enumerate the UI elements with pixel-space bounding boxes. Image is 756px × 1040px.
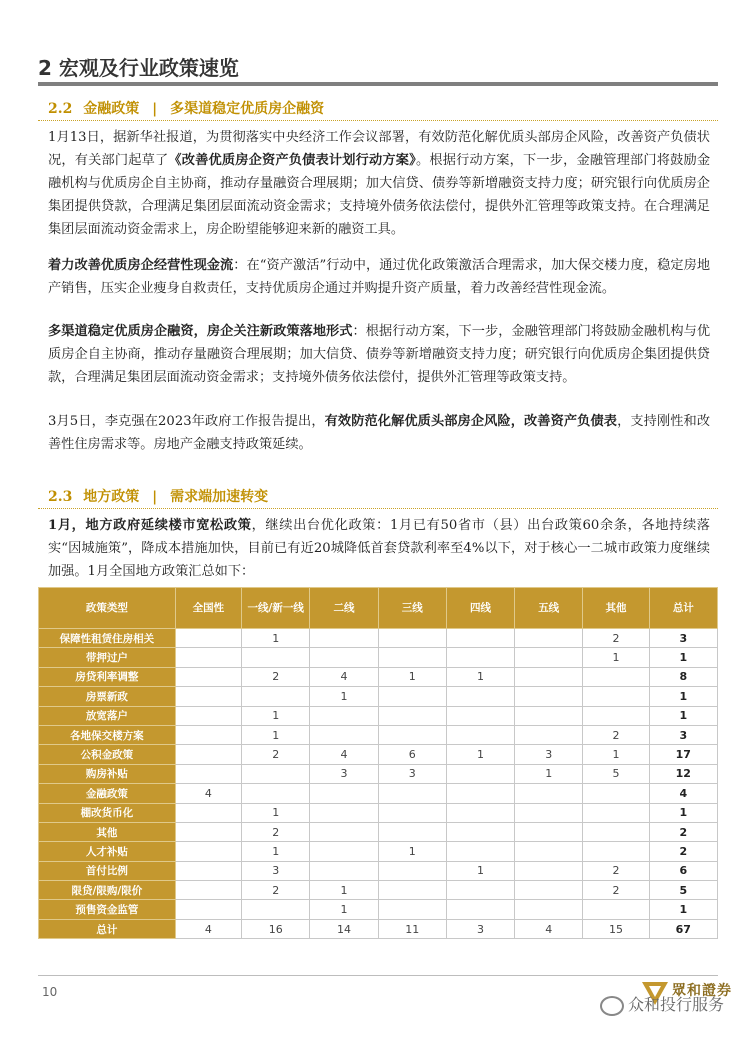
table-cell <box>378 822 446 841</box>
table-cell <box>378 803 446 822</box>
table-header-cell: 总计 <box>649 588 717 629</box>
table-cell <box>175 725 241 744</box>
table-row <box>39 667 718 686</box>
table-cell <box>515 667 583 686</box>
table-cell <box>515 842 583 861</box>
wechat-watermark <box>600 992 724 1016</box>
row-label: 各地保交楼方案 <box>39 725 176 744</box>
total-row-label: 总计 <box>39 919 176 938</box>
row-total-cell: 5 <box>649 881 717 900</box>
table-cell <box>242 764 310 783</box>
table-cell <box>175 648 241 667</box>
table-cell <box>583 803 649 822</box>
subsection-title: 需求端加速转变 <box>170 489 269 505</box>
table-cell: 1 <box>583 648 649 667</box>
table-cell: 4 <box>310 667 378 686</box>
paragraph-text: 1月13日，据新华社报道，为贯彻落实中央经济工作会议部署，有效防范化解优质头部房企风险，改善资产负债状况，有关部门起草了 <box>48 130 710 168</box>
paragraph-1 <box>48 126 710 241</box>
table-cell <box>310 706 378 725</box>
table-cell <box>446 822 514 841</box>
table-cell: 1 <box>242 842 310 861</box>
table-cell: 1 <box>242 725 310 744</box>
policy-summary-table <box>38 587 718 939</box>
table-header-cell: 四线 <box>446 588 514 629</box>
paragraph-bold: 有效防范化解优质头部房企风险，改善资产负债表 <box>324 414 618 429</box>
row-label: 带押过户 <box>39 648 176 667</box>
table-cell: 1 <box>242 629 310 648</box>
row-label: 放宽落户 <box>39 706 176 725</box>
title-rule <box>38 82 718 86</box>
table-cell <box>175 842 241 861</box>
table-cell: 2 <box>242 745 310 764</box>
table-cell <box>515 881 583 900</box>
table-cell: 1 <box>310 881 378 900</box>
table-cell <box>583 784 649 803</box>
table-cell <box>378 784 446 803</box>
subsection-label: 地方政策 <box>83 489 140 505</box>
table-cell: 1 <box>446 861 514 880</box>
wechat-icon <box>600 996 624 1016</box>
table-cell: 2 <box>242 881 310 900</box>
paragraph-bold: 多渠道稳定优质房企融资，房企关注新政策落地形式 <box>48 324 353 339</box>
table-cell <box>583 667 649 686</box>
paragraph-2 <box>48 254 710 300</box>
table-header-cell: 二线 <box>310 588 378 629</box>
row-total-cell: 2 <box>649 822 717 841</box>
subsection-number: 2.2 <box>48 101 73 117</box>
table-cell <box>446 842 514 861</box>
table-row <box>39 842 718 861</box>
table-cell <box>515 648 583 667</box>
table-cell <box>175 861 241 880</box>
paragraph-5 <box>48 514 710 583</box>
table-row <box>39 629 718 648</box>
watermark-text: 众和投行服务 <box>628 995 725 1014</box>
table-cell: 3 <box>515 745 583 764</box>
table-row <box>39 803 718 822</box>
subsection-separator: | <box>152 489 158 505</box>
table-cell: 1 <box>310 687 378 706</box>
row-total-cell: 1 <box>649 706 717 725</box>
section-title: 2 宏观及行业政策速览 <box>38 56 239 80</box>
table-cell <box>446 725 514 744</box>
table-cell: 1 <box>242 706 310 725</box>
table-row <box>39 648 718 667</box>
table-cell <box>515 706 583 725</box>
table-cell <box>446 784 514 803</box>
column-total-cell: 11 <box>378 919 446 938</box>
table-row <box>39 706 718 725</box>
table-cell <box>515 861 583 880</box>
table-cell <box>583 900 649 919</box>
column-total-cell: 16 <box>242 919 310 938</box>
row-label: 金融政策 <box>39 784 176 803</box>
table-cell <box>378 648 446 667</box>
table-cell <box>515 803 583 822</box>
table-cell: 2 <box>583 725 649 744</box>
table-cell: 5 <box>583 764 649 783</box>
row-total-cell: 2 <box>649 842 717 861</box>
column-total-cell: 4 <box>175 919 241 938</box>
row-label: 购房补贴 <box>39 764 176 783</box>
table-row <box>39 725 718 744</box>
table-cell: 2 <box>242 667 310 686</box>
table-cell <box>175 900 241 919</box>
row-total-cell: 1 <box>649 900 717 919</box>
page-number: 10 <box>42 985 58 999</box>
table-cell <box>378 861 446 880</box>
table-cell: 2 <box>583 861 649 880</box>
table-header-cell: 其他 <box>583 588 649 629</box>
table-cell <box>446 803 514 822</box>
row-label: 预售资金监管 <box>39 900 176 919</box>
row-total-cell: 1 <box>649 648 717 667</box>
table-cell: 1 <box>583 745 649 764</box>
table-header-cell: 一线/新一线 <box>242 588 310 629</box>
table-cell <box>175 803 241 822</box>
table-cell: 1 <box>378 667 446 686</box>
table-header-cell: 全国性 <box>175 588 241 629</box>
table-row <box>39 784 718 803</box>
row-label: 房票新政 <box>39 687 176 706</box>
table-cell <box>446 706 514 725</box>
table-cell <box>310 784 378 803</box>
row-total-cell: 3 <box>649 629 717 648</box>
table-cell <box>515 900 583 919</box>
column-total-cell: 4 <box>515 919 583 938</box>
grand-total-cell: 67 <box>649 919 717 938</box>
subsection-number: 2.3 <box>48 489 73 505</box>
table-header-cell: 三线 <box>378 588 446 629</box>
table-cell: 2 <box>583 881 649 900</box>
table-cell: 1 <box>515 764 583 783</box>
table-cell: 3 <box>378 764 446 783</box>
table-cell <box>310 803 378 822</box>
footer-rule <box>38 975 718 976</box>
table-cell <box>378 629 446 648</box>
table-cell <box>515 687 583 706</box>
table-cell <box>446 764 514 783</box>
table-cell <box>175 764 241 783</box>
table-cell <box>175 822 241 841</box>
table-cell: 3 <box>242 861 310 880</box>
table-cell: 4 <box>175 784 241 803</box>
row-label: 保障性租赁住房相关 <box>39 629 176 648</box>
table-cell <box>175 629 241 648</box>
row-label: 公积金政策 <box>39 745 176 764</box>
table-cell: 4 <box>310 745 378 764</box>
table-header-row <box>39 588 718 629</box>
table-row <box>39 822 718 841</box>
table-cell <box>175 687 241 706</box>
row-total-cell: 1 <box>649 687 717 706</box>
table-cell: 1 <box>446 667 514 686</box>
row-total-cell: 3 <box>649 725 717 744</box>
company-logo-text: 眾和證券 <box>672 983 732 999</box>
table-cell <box>310 822 378 841</box>
table-row <box>39 861 718 880</box>
row-total-cell: 8 <box>649 667 717 686</box>
row-label: 其他 <box>39 822 176 841</box>
paragraph-4 <box>48 410 710 456</box>
table-header-cell: 政策类型 <box>39 588 176 629</box>
table-row <box>39 764 718 783</box>
table-row <box>39 745 718 764</box>
table-cell <box>515 725 583 744</box>
table-header-cell: 五线 <box>515 588 583 629</box>
subsection-heading-2-3 <box>48 486 268 506</box>
table-cell <box>310 648 378 667</box>
paragraph-text: ：在“资产激活”行动中，通过优化政策激活合理需求，加大保交楼力度，稳定房地产销售，压实企业瘦身自救责任，支持优质房企通过并购提升资产质量，着力改善经营性现金流。 <box>48 258 711 296</box>
paragraph-text: 3月5日，李克强在2023年政府工作报告提出， <box>48 414 325 429</box>
table-cell <box>310 861 378 880</box>
table-cell <box>583 822 649 841</box>
paragraph-text: 。根据行动方案，下一步，金融管理部门将鼓励金融机构与优质房企自主协商，推动存量融资合理展期；加大信贷、债券等新增融资支持力度；研究银行向优质房企集团提供贷款，合理满足集团层面流动资金需求；支持境外债务依法偿付，提供外汇管理等政策支持。在合理满足集团层面流动资金需求上，房企盼望能够迎来新的融资工具。 <box>48 153 711 237</box>
table-cell <box>310 629 378 648</box>
row-total-cell: 1 <box>649 803 717 822</box>
paragraph-text: ，继续出台优化政策：1月已有50省市（县）出台政策60余条，各地持续落实“因城施策”，降成本措施加快，目前已有近20城降低首套贷款利率至4%以下，对于核心一二城市政策力度继续加强。1月全国地方政策汇总如下： <box>48 518 710 579</box>
table-cell <box>446 629 514 648</box>
table-cell <box>378 900 446 919</box>
paragraph-bold: 《改善优质房企资产负债表计划行动方案》 <box>168 153 416 168</box>
row-total-cell: 4 <box>649 784 717 803</box>
row-total-cell: 12 <box>649 764 717 783</box>
table-cell <box>378 706 446 725</box>
table-cell: 1 <box>446 745 514 764</box>
row-total-cell: 17 <box>649 745 717 764</box>
table-cell <box>446 648 514 667</box>
table-cell <box>378 881 446 900</box>
table-cell <box>242 784 310 803</box>
table-cell <box>175 706 241 725</box>
column-total-cell: 15 <box>583 919 649 938</box>
row-label: 人才补贴 <box>39 842 176 861</box>
subsection-label: 金融政策 <box>83 101 140 117</box>
row-label: 首付比例 <box>39 861 176 880</box>
table-cell <box>515 822 583 841</box>
table-cell <box>378 687 446 706</box>
table-row <box>39 687 718 706</box>
table-cell <box>446 881 514 900</box>
table-cell <box>310 725 378 744</box>
table-cell: 1 <box>310 900 378 919</box>
paragraph-text: ，支持刚性和改善性住房需求等。房地产金融支持政策延续。 <box>48 414 711 452</box>
column-total-cell: 14 <box>310 919 378 938</box>
table-row <box>39 900 718 919</box>
row-label: 房贷利率调整 <box>39 667 176 686</box>
table-cell <box>310 842 378 861</box>
subsection-title: 多渠道稳定优质房企融资 <box>170 101 325 117</box>
row-label: 棚改货币化 <box>39 803 176 822</box>
table-row <box>39 881 718 900</box>
table-cell: 1 <box>378 842 446 861</box>
subsection-heading-2-2 <box>48 98 324 118</box>
table-total-row <box>39 919 718 938</box>
table-cell <box>242 648 310 667</box>
table-cell <box>446 900 514 919</box>
row-total-cell: 6 <box>649 861 717 880</box>
paragraph-bold: 着力改善优质房企经营性现金流 <box>48 258 234 273</box>
table-cell <box>242 687 310 706</box>
table-cell <box>175 745 241 764</box>
table-cell: 6 <box>378 745 446 764</box>
subsection-separator: | <box>152 101 158 117</box>
table-cell: 1 <box>242 803 310 822</box>
table-cell <box>515 629 583 648</box>
table-cell <box>175 667 241 686</box>
table-cell <box>515 784 583 803</box>
paragraph-text: ：根据行动方案，下一步，金融管理部门将鼓励金融机构与优质房企自主协商，推动存量融资合理展期；加大信贷、债券等新增融资支持力度；研究银行向优质房企集团提供贷款，合理满足集团层面流动资金需求；支持境外债务依法偿付，提供外汇管理等政策支持。 <box>48 324 711 385</box>
paragraph-bold: 1月，地方政府延续楼市宽松政策 <box>48 518 252 533</box>
table-cell <box>583 842 649 861</box>
table-cell <box>583 706 649 725</box>
table-cell: 2 <box>583 629 649 648</box>
subsection-rule <box>38 120 718 122</box>
table-cell: 3 <box>310 764 378 783</box>
table-cell <box>446 687 514 706</box>
table-cell <box>175 881 241 900</box>
subsection-rule <box>38 508 718 510</box>
table-cell <box>242 900 310 919</box>
table-cell <box>583 687 649 706</box>
table-cell <box>378 725 446 744</box>
column-total-cell: 3 <box>446 919 514 938</box>
row-label: 限贷/限购/限价 <box>39 881 176 900</box>
paragraph-3 <box>48 320 710 389</box>
table-cell: 2 <box>242 822 310 841</box>
